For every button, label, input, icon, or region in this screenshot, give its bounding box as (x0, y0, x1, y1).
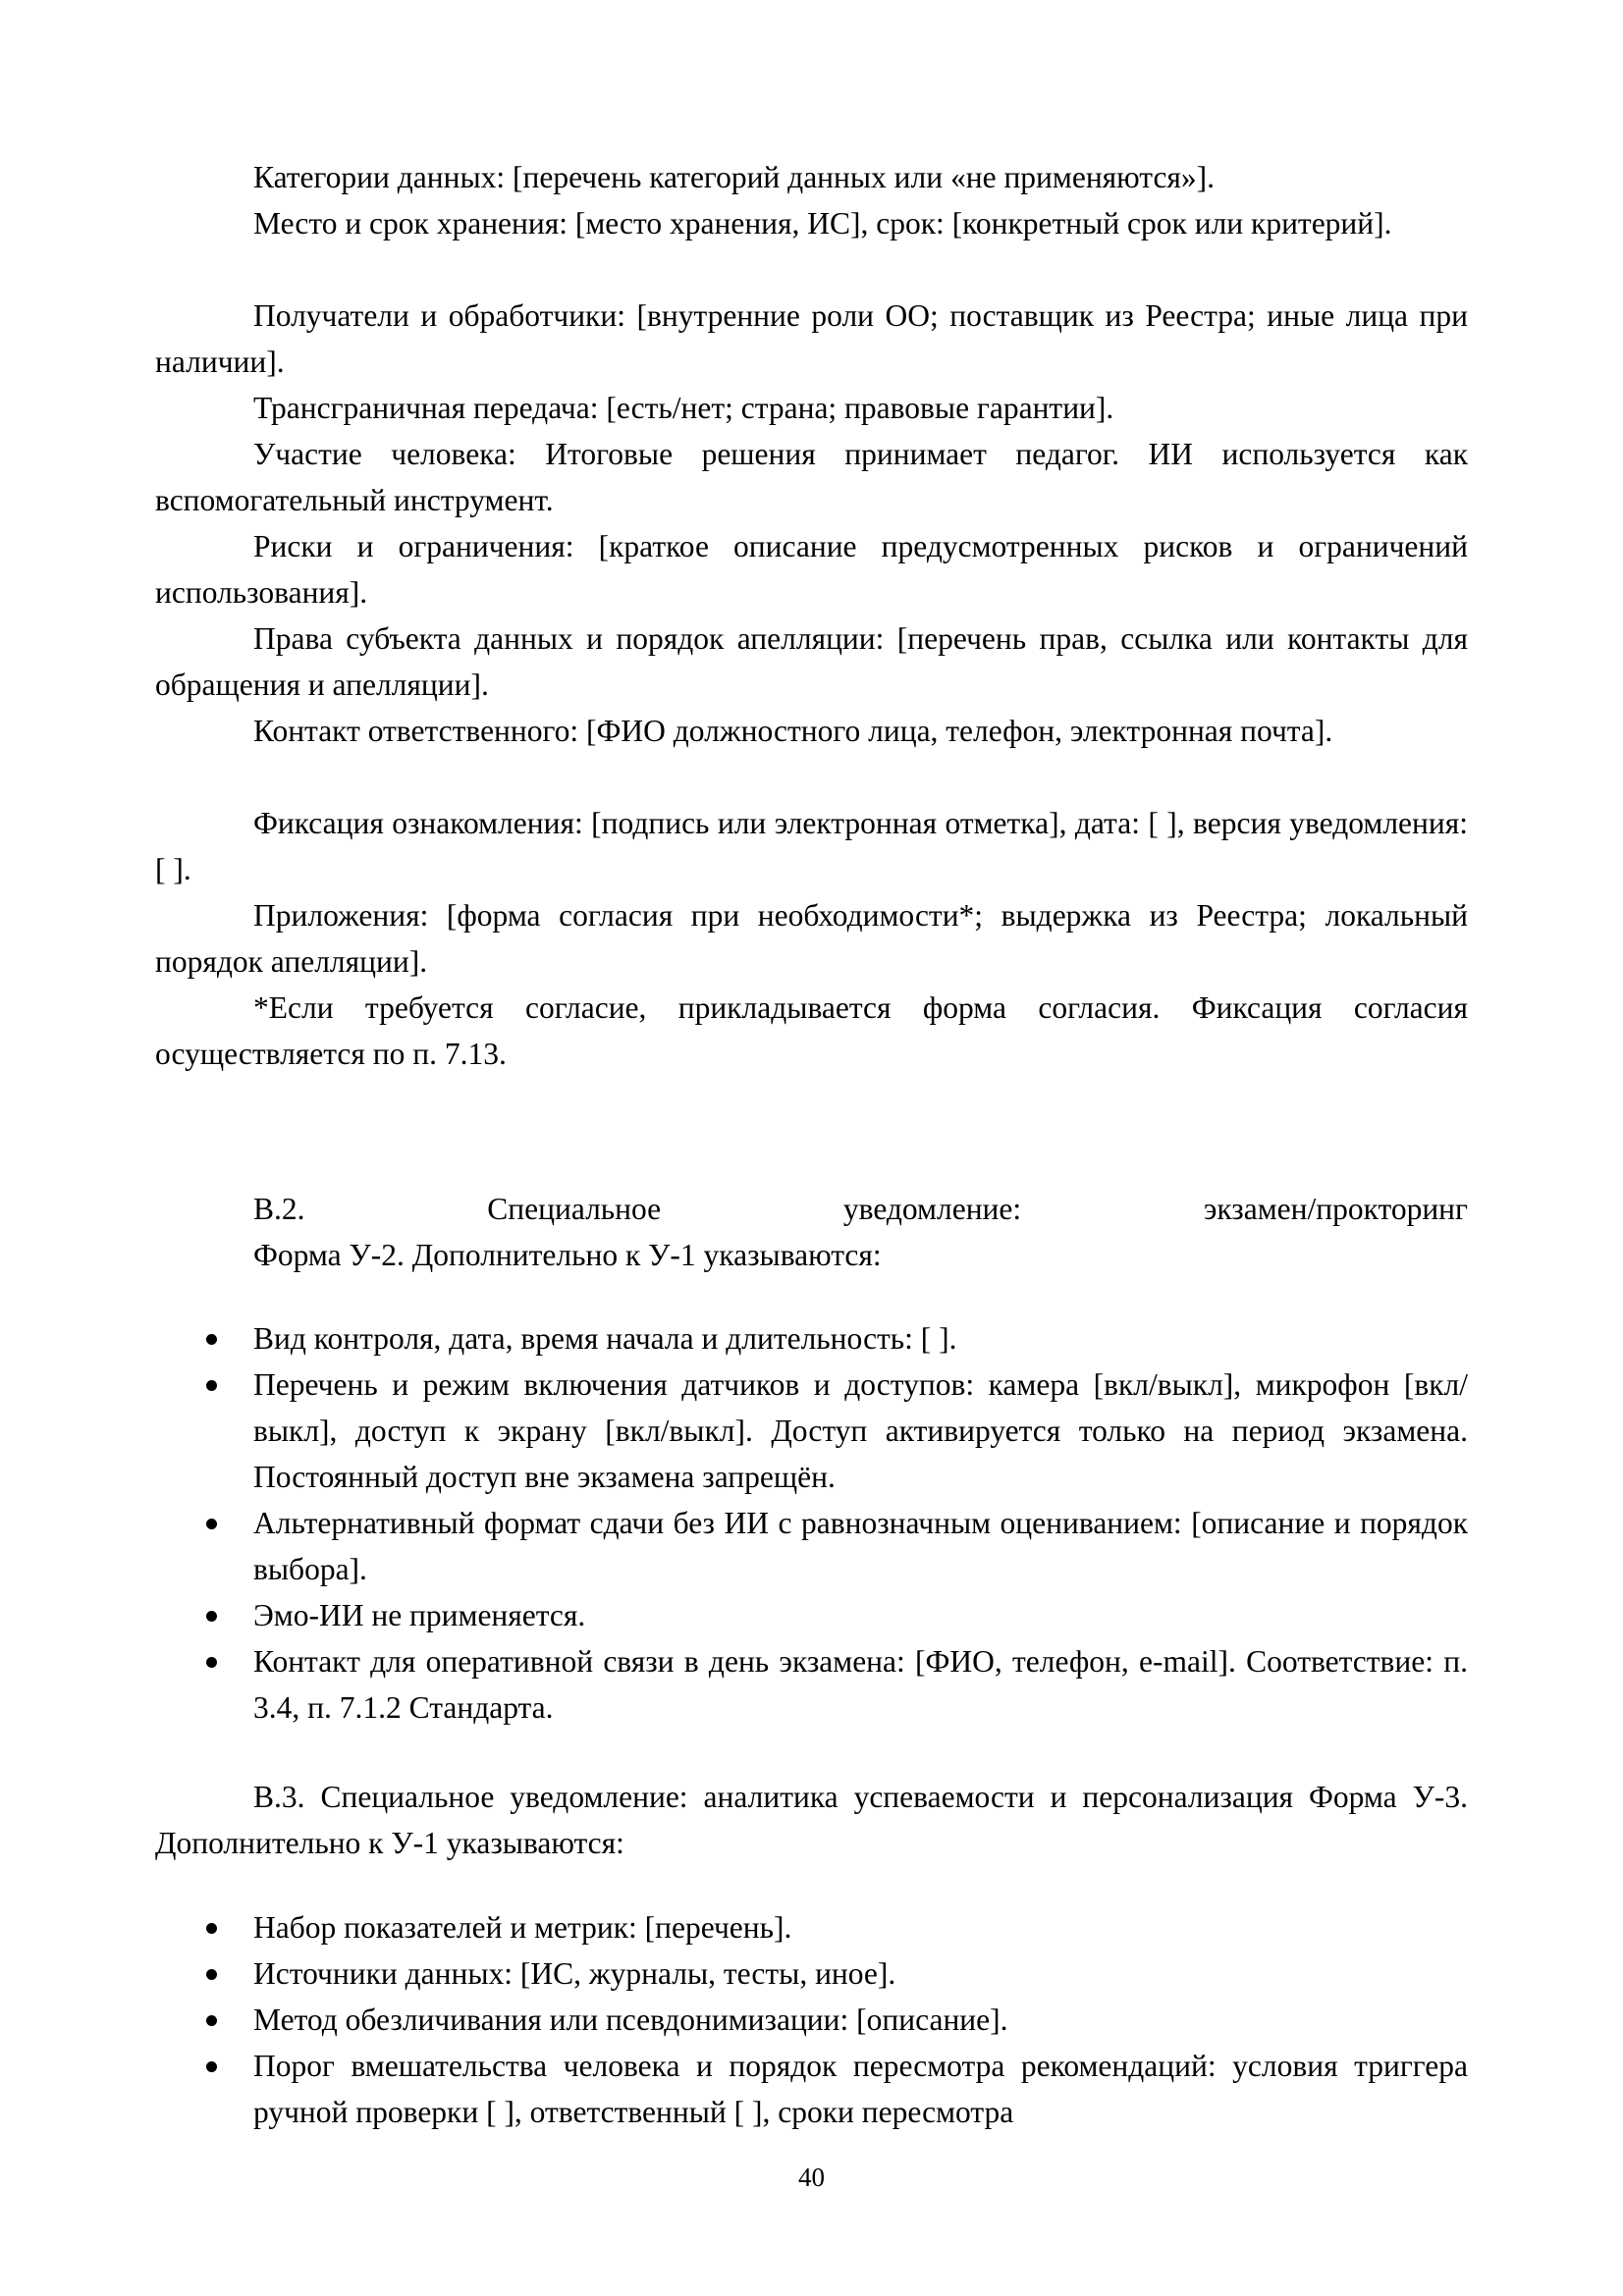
list-item-text: Контакт для оперативной связи в день экзамена: [ФИО, телефон, e-mail]. Соответствие: п. 3.4, п. 7.1.2 Стандарта. (253, 1644, 1468, 1725)
section-heading-b3: В.3. Специальное уведомление: аналитика успеваемости и персонализация Форма У-3. Дополнительно к У-1 указываются: (155, 1780, 1468, 1860)
bullet-list-b2 (155, 1315, 1468, 1731)
paragraph-data-categories (155, 154, 1468, 200)
list-item (155, 1638, 1468, 1731)
paragraph-acknowledgement (155, 800, 1468, 892)
paragraph-responsible-contact (155, 708, 1468, 754)
list-item (155, 1997, 1468, 2043)
field-value: [внутренние роли ОО; поставщик из Реестра; иные лица при наличии]. (155, 298, 1468, 379)
field-label: Фиксация ознакомления: (253, 806, 583, 840)
paragraph-subject-rights (155, 615, 1468, 708)
list-item (155, 1904, 1468, 1950)
field-value: [форма согласия при необходимости*; выдержка из Реестра; локальный порядок апелляции]. (155, 898, 1468, 979)
list-item-text: Источники данных: [ИС, журналы, тесты, иное]. (253, 1956, 896, 1991)
paragraph-human-participation (155, 431, 1468, 523)
field-value: [есть/нет; страна; правовые гарантии]. (606, 391, 1114, 425)
list-item (155, 2043, 1468, 2135)
field-label: Приложения: (253, 898, 429, 933)
paragraph-consent-footnote (155, 985, 1468, 1077)
field-label: Место и срок хранения: (253, 206, 568, 240)
paragraph-storage (155, 200, 1468, 246)
field-value: [перечень категорий данных или «не применяются»]. (513, 160, 1216, 194)
field-value: [ФИО должностного лица, телефон, электронная почта]. (586, 714, 1333, 748)
paragraph-recipients (155, 293, 1468, 385)
list-item (155, 1950, 1468, 1997)
list-item-text: Вид контроля, дата, время начала и длительность: [ ]. (253, 1321, 957, 1356)
bullet-icon (206, 1969, 217, 1980)
page-number: 40 (798, 2163, 825, 2192)
field-value: [место хранения, ИС], срок: [конкретный срок или критерий]. (574, 206, 1392, 240)
bullet-icon (206, 1519, 217, 1529)
list-item-text: Набор показателей и метрик: [перечень]. (253, 1910, 792, 1945)
list-item (155, 1592, 1468, 1638)
section-subheading-b2: Форма У-2. Дополнительно к У-1 указываются: (253, 1238, 882, 1272)
footnote-text: *Если требуется согласие, прикладывается форма согласия. Фиксация согласия осуществляется по п. 7.13. (155, 990, 1468, 1071)
list-item-text: Метод обезличивания или псевдонимизации: [описание]. (253, 2002, 1008, 2037)
paragraph-risks (155, 523, 1468, 615)
bullet-list-b3 (155, 1904, 1468, 2135)
heading-word: уведомление: (842, 1192, 1022, 1226)
list-item-text: Порог вмешательства человека и порядок пересмотра рекомендаций: условия триггера ручной проверки [ ], ответственный [ ], сроки пересмотра (253, 2049, 1468, 2129)
field-value: [перечень прав, ссылка или контакты для обращения и апелляции]. (155, 621, 1469, 702)
list-item (155, 1315, 1468, 1362)
field-label: Получатели и обработчики: (253, 298, 625, 333)
bullet-icon (206, 2015, 217, 2026)
heading-word: экзамен/прокторинг (1203, 1192, 1468, 1226)
section-heading-b2-line (253, 1186, 1468, 1232)
field-label: Трансграничная передача: (253, 391, 599, 425)
field-value: Итоговые решения принимает педагог. ИИ используется как вспомогательный инструмент. (155, 437, 1469, 517)
bullet-icon (206, 1657, 217, 1668)
bullet-icon (206, 1923, 217, 1934)
field-label: Риски и ограничения: (253, 529, 574, 563)
bullet-icon (206, 1380, 217, 1391)
section-heading-b2 (253, 1186, 1468, 1278)
list-item (155, 1500, 1468, 1592)
heading-word: Специальное (487, 1192, 662, 1226)
bullet-icon (206, 1334, 217, 1345)
field-value: [краткое описание предусмотренных рисков и ограничений использования]. (155, 529, 1468, 610)
field-label: Контакт ответственного: (253, 714, 579, 748)
bullet-icon (206, 2061, 217, 2072)
list-item-text: Перечень и режим включения датчиков и доступов: камера [вкл/выкл], микрофон [вкл/выкл], доступ к экрану [вкл/выкл]. Доступ активируется только на период экзамена. Постоянный доступ вне экзамена запрещён. (253, 1367, 1468, 1494)
list-item (155, 1362, 1468, 1500)
field-value: [подпись или электронная отметка], дата: [ ], версия уведомления: [ ]. (155, 806, 1468, 886)
paragraph-attachments (155, 892, 1468, 985)
list-item-text: Альтернативный формат сдачи без ИИ с равнозначным оцениванием: [описание и порядок выбора]. (253, 1506, 1468, 1586)
paragraph-cross-border (155, 385, 1468, 431)
bullet-icon (206, 1611, 217, 1622)
heading-number: В.2. (253, 1192, 305, 1226)
field-label: Участие человека: (253, 437, 516, 471)
list-item-text: Эмо-ИИ не применяется. (253, 1598, 586, 1632)
field-label: Права субъекта данных и порядок апелляции: (253, 621, 885, 656)
field-label: Категории данных: (253, 160, 506, 194)
